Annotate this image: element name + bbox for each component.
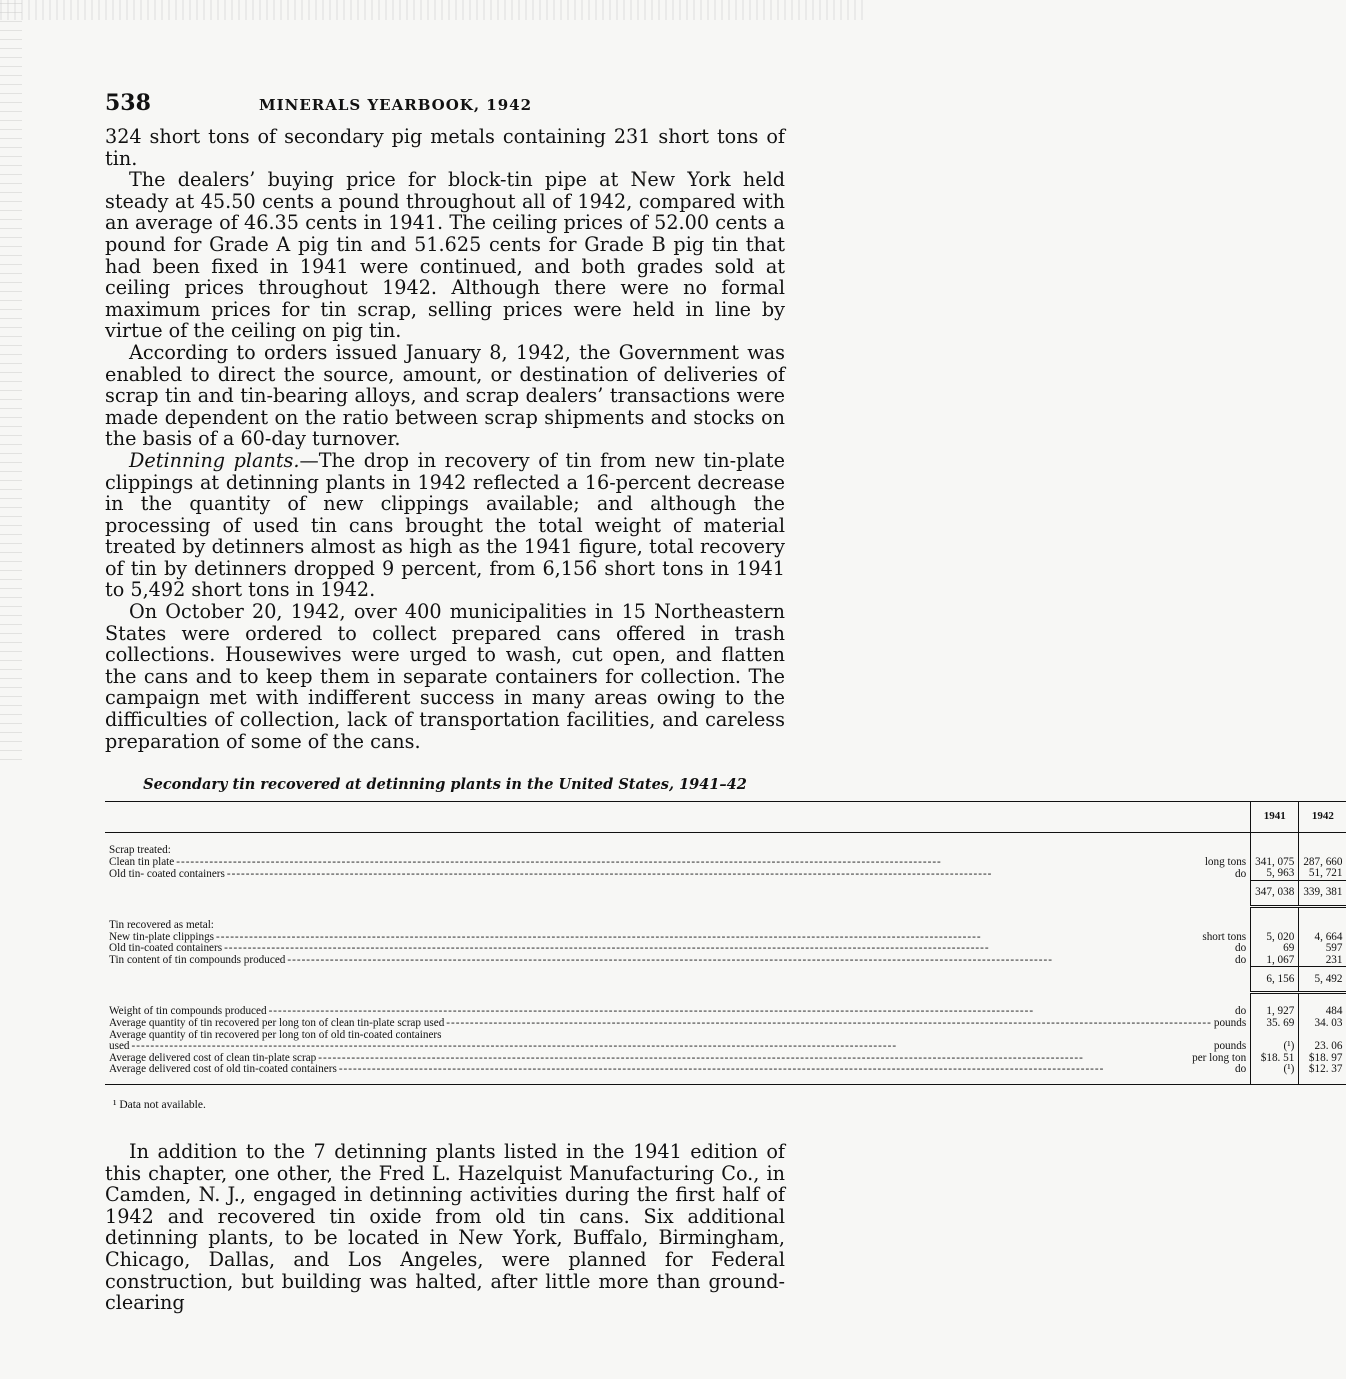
row-unit: do: [1234, 942, 1247, 955]
row-label: Average delivered cost of old tin-coated containers: [109, 1063, 337, 1076]
row-label: Average quantity of tin recovered per long ton of old tin-coated containers: [109, 1028, 442, 1041]
cell-1941: $18. 51: [1251, 1053, 1299, 1065]
page-header: [105, 90, 785, 126]
row-label: Scrap treated:: [109, 844, 171, 857]
row-label: Old tin-coated containers: [109, 942, 223, 955]
paragraph-4-body: —The drop in recovery of tin from new tin-plate clippings at detinning plants in 1942 reflected a 16-percent decrease in the quantity of new clippings available; and although the processing of used tin cans brought the total weight of material treated by detinners almost as high as the 1941 figure, total recovery of tin by detinners dropped 9 percent, from 6,156 short tons in 1941 to 5,492 short tons in 1942.: [105, 448, 785, 602]
table-row: [105, 920, 1346, 932]
total-1942: 5, 492: [1299, 967, 1346, 993]
row-label: New tin-plate clippings: [109, 930, 215, 943]
row-unit: do: [1234, 1063, 1247, 1076]
detinning-table: [105, 801, 1346, 1085]
row-label: Old tin- coated containers: [109, 867, 225, 880]
paragraph-3: According to orders issued January 8, 1942, the Government was enabled to direct the source, amount, or destination of deliveries of scrap tin and tin-bearing alloys, and scrap dealers’ transactions were made dependent on the ratio between scrap shipments and stocks on the basis of a 60-day turnover.: [105, 340, 785, 451]
row-unit: long tons: [1204, 855, 1247, 868]
table-caption: Secondary tin recovered at detinning plants in the United States, 1941–42: [143, 776, 747, 794]
page-content: [105, 90, 1343, 1315]
cell-1942: 34. 03: [1299, 1018, 1346, 1030]
cell-1941: 1, 067: [1251, 955, 1299, 967]
table-row: [105, 868, 1346, 880]
scan-noise-left: [0, 0, 22, 760]
paragraph-5: On October 20, 1942, over 400 municipalities in 15 Northeastern States were ordered to collect prepared cans offered in trash collections. Housewives were urged to wash, cut open, and flatten the cans and to keep them in separate containers for collection. The campaign met with indifferent success in many areas owing to the difficulties of collection, lack of transportation facilities, and careless preparation of some of the cans.: [105, 600, 785, 753]
row-unit: per long ton: [1192, 1051, 1247, 1064]
row-unit: pounds: [1213, 1040, 1247, 1053]
cell-1941: (¹): [1251, 1064, 1299, 1084]
table-row: [105, 857, 1346, 869]
paragraph-1: 324 short tons of secondary pig metals containing 231 short tons of tin.: [105, 125, 785, 170]
table-row: [105, 943, 1346, 955]
row-label: Average quantity of tin recovered per long ton of clean tin-plate scrap used: [109, 1016, 445, 1029]
cell-1942: 597: [1299, 943, 1346, 955]
running-title: MINERALS YEARBOOK, 1942: [259, 96, 533, 114]
row-unit: short tons: [1202, 930, 1247, 943]
total-1941: 6, 156: [1251, 967, 1299, 993]
table-row: [105, 1041, 1346, 1053]
cell-1941: 35. 69: [1251, 1018, 1299, 1030]
paragraph-2: The dealers’ buying price for block-tin pipe at New York held steady at 45.50 cents a pound throughout all of 1942, compared with an average of 46.35 cents in 1941. The ceiling prices of 52.00 cents a pound for Grade A pig tin and 51.625 cents for Grade B pig tin that had been fixed in 1941 were continued, and both grades sold at ceiling prices throughout 1942. Although there were no formal maximum prices for tin scrap, selling prices were held in line by virtue of the ceiling on pig tin.: [105, 168, 785, 343]
column-1941: 1941: [1251, 802, 1299, 833]
row-unit: do: [1234, 867, 1247, 880]
cell-1942: $18. 97: [1299, 1053, 1346, 1065]
paragraph-4: [105, 450, 785, 601]
cell-1942: $12. 37: [1299, 1064, 1346, 1084]
table-row: [105, 1064, 1346, 1084]
cell-1941: 5, 020: [1251, 932, 1299, 944]
total-1942: 339, 381: [1299, 881, 1346, 907]
row-label: used: [109, 1040, 130, 1053]
page-number: 538: [105, 90, 151, 116]
row-unit: do: [1234, 1005, 1247, 1018]
row-label: Tin recovered as metal:: [109, 919, 214, 931]
table-total-row: [105, 967, 1346, 993]
column-1942: 1942: [1299, 802, 1346, 833]
paragraph-6: In addition to the 7 detinning plants listed in the 1941 edition of this chapter, one other, the Fred L. Hazelquist Manufacturing Co., in Camden, N. J., engaged in detinning activities during the first half of 1942 and recovered tin oxide from old tin cans. Six additional detinning plants, to be located in New York, Buffalo, Birmingham, Chicago, Dallas, and Los Angeles, were planned for Federal construction, but building was halted, after little more than ground-clearing: [105, 1139, 785, 1315]
detinning-plants-heading: Detinning plants.: [129, 448, 300, 472]
cell-1942: 287, 660: [1299, 857, 1346, 869]
row-label: Clean tin plate: [109, 855, 175, 868]
cell-1941: (¹): [1251, 1041, 1299, 1053]
table-row: [105, 1018, 1346, 1030]
cell-1942: 51, 721: [1299, 868, 1346, 880]
cell-1941: 1, 927: [1251, 1006, 1299, 1018]
table-footnote: ¹ Data not available.: [113, 1098, 206, 1111]
table-total-row: [105, 881, 1346, 907]
cell-1941: 69: [1251, 943, 1299, 955]
row-unit: do: [1234, 954, 1247, 967]
table-header-row: [105, 802, 1346, 833]
row-unit: pounds: [1213, 1016, 1247, 1029]
cell-1941: 341, 075: [1251, 857, 1299, 869]
total-1941: 347, 038: [1251, 881, 1299, 907]
row-label: Average delivered cost of clean tin-plate scrap: [109, 1051, 317, 1064]
row-label: Weight of tin compounds produced: [109, 1005, 267, 1018]
cell-1942: 4, 664: [1299, 932, 1346, 944]
scan-noise-top: [0, 0, 865, 20]
cell-1941: 5, 963: [1251, 868, 1299, 880]
cell-1942: 23. 06: [1299, 1041, 1346, 1053]
table-row: [105, 955, 1346, 967]
cell-1942: 231: [1299, 955, 1346, 967]
cell-1942: 484: [1299, 1006, 1346, 1018]
row-label: Tin content of tin compounds produced: [109, 954, 286, 967]
